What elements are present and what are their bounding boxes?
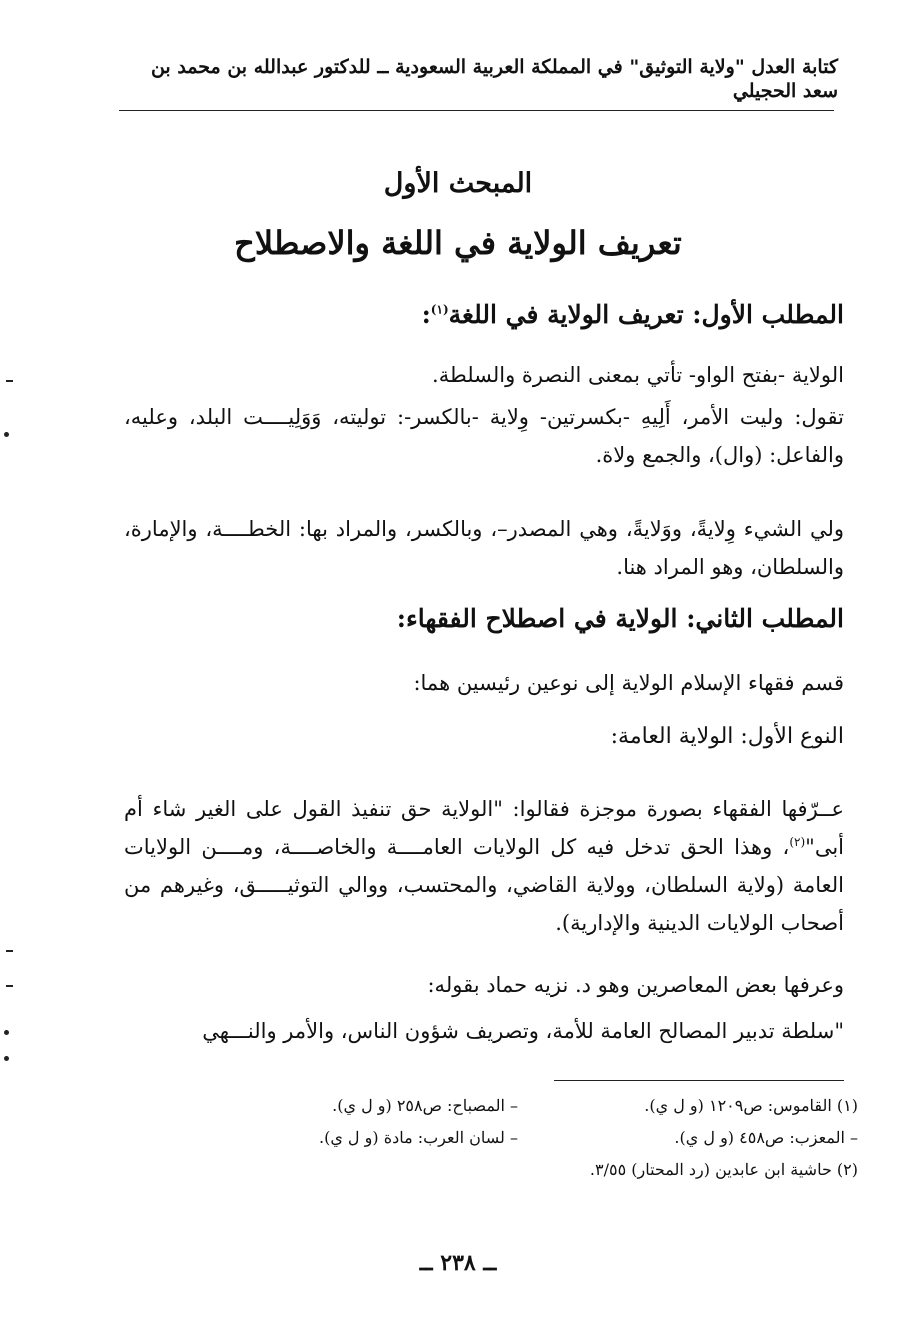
scan-mark	[6, 380, 13, 382]
scan-mark	[6, 985, 13, 987]
footnote-item: – المصباح: ص٢٥٨ (و ل ي).	[332, 1096, 518, 1115]
section1-heading-colon: :	[421, 300, 431, 329]
chapter-title: المبحث الأول	[383, 168, 533, 199]
section2-paragraph-2: وعرفها بعض المعاصرين وهو د. نزيه حماد بقوله:	[427, 973, 844, 997]
header-rule	[119, 110, 834, 111]
section2-paragraph-1	[124, 790, 844, 942]
footnote-rule	[554, 1080, 844, 1081]
footnote-row	[138, 1122, 858, 1154]
section1-heading-text: المطلب الأول: تعريف الولاية في اللغة	[448, 300, 844, 329]
definition-continuation: ، وهذا الحق تدخل فيه كل الولايات العامــــة والخاصــــة، ومــــن الولايات العامة (ولاية السلطان، وولاية القاضي، والمحتسب، ووالي التوثيـــــق، وغيرهم من أصحاب الولايات الدينية والإدارية).	[124, 835, 844, 935]
page-number: ــ ٢٣٨ ــ	[419, 1250, 497, 1276]
section2-paragraph-3: "سلطة تدبير المصالح العامة للأمة، وتصريف شؤون الناس، والأمر والنـــهي	[202, 1019, 844, 1043]
footnote-item: (١) القاموس: ص١٢٠٩ (و ل ي).	[644, 1096, 858, 1115]
footnote-row	[138, 1090, 858, 1122]
section1-paragraph-2: تقول: وليت الأمر، أَلِيهِ -بكسرتين- وِلاية -بالكسر-: توليته، وَوَلِيــــت البلد، وعليه، والفاعل: (وال)، والجمع ولاة.	[124, 405, 844, 467]
running-header: كتابة العدل "ولاية التوثيق" في المملكة العربية السعودية ــ للدكتور عبدالله بن محمد بن سعد الحجيلي	[150, 56, 838, 102]
footnote-ref-2[interactable]: (٢)	[789, 835, 806, 849]
section1-heading	[124, 296, 844, 334]
scan-mark	[6, 950, 13, 952]
footnote-item: (٢) حاشية ابن عابدين (رد المحتار) ٣/٥٥.	[589, 1160, 858, 1179]
section2-intro: قسم فقهاء الإسلام الولاية إلى نوعين رئيسين هما:	[413, 671, 844, 695]
footnote-ref-1[interactable]: (١)	[430, 302, 449, 317]
scan-mark	[4, 1030, 9, 1035]
footnote-row	[138, 1154, 858, 1186]
scan-mark	[4, 1056, 9, 1061]
type1-heading: النوع الأول: الولاية العامة:	[610, 724, 844, 749]
scan-mark	[4, 432, 9, 437]
definition-text: عــرّفها الفقهاء بصورة موجزة فقالوا: "الولاية حق تنفيذ القول على الغير شاء أم أبى"	[124, 797, 844, 859]
section1-paragraph-3: ولي الشيء وِلايةً، ووَلايةً، وهي المصدر–، وبالكسر، والمراد بها: الخطــــة، والإمارة، والسلطان، وهو المراد هنا.	[124, 517, 844, 579]
footnote-item: – لسان العرب: مادة (و ل ي).	[318, 1128, 518, 1147]
footnotes	[138, 1090, 858, 1186]
section1-paragraph-1: الولاية -بفتح الواو- تأتي بمعنى النصرة والسلطة.	[432, 363, 844, 387]
footnote-item: – المعزب: ص٤٥٨ (و ل ي).	[674, 1128, 858, 1147]
section2-heading: المطلب الثاني: الولاية في اصطلاح الفقهاء:	[396, 604, 844, 633]
chapter-subtitle: تعريف الولاية في اللغة والاصطلاح	[234, 224, 682, 262]
